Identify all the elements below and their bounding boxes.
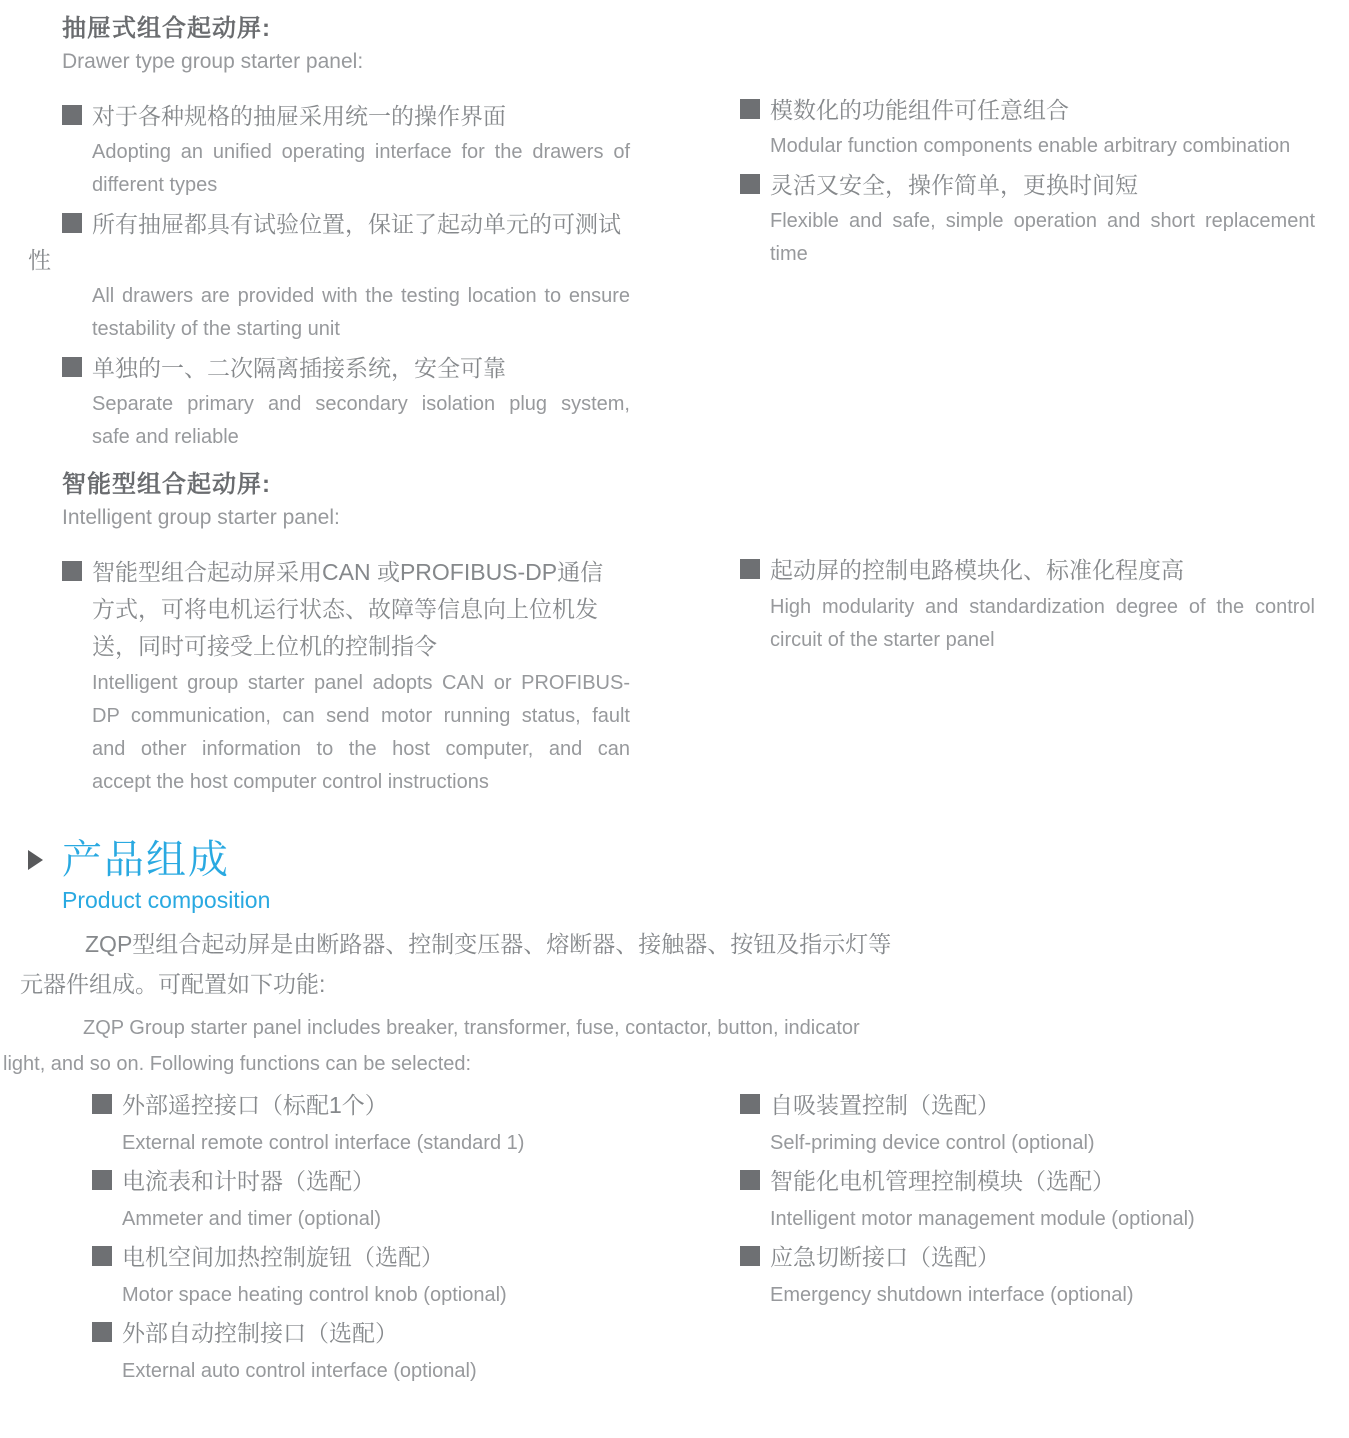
item-zh-text: 电流表和计时器（选配）: [122, 1168, 375, 1194]
item-en: [770, 130, 1315, 163]
item-zh: [62, 98, 630, 134]
item-en-line: Emergency shutdown interface (optional): [770, 1284, 1134, 1306]
bullet-square-icon: [740, 1246, 760, 1266]
composition-paragraph-zh: [20, 924, 1330, 1004]
item-zh: [740, 92, 1315, 128]
bullet-list: [62, 554, 630, 799]
item-en-line: different types: [92, 174, 218, 196]
bullet-square-icon: [740, 1170, 760, 1190]
composition-paragraph-en: [3, 1010, 1333, 1082]
item-zh: [740, 167, 1315, 203]
item-en: [122, 1124, 637, 1162]
item-en-line: Flexible and safe, simple operation and short replacement: [770, 210, 1315, 232]
item-zh: [62, 350, 630, 386]
item-zh-line: 方式，可将电机运行状态、故障等信息向上位机发: [92, 596, 598, 622]
item-en-line: Adopting an unified operating interface for the drawers of: [92, 141, 630, 163]
item-zh-text: 起动屏的控制电路模块化、标准化程度高: [770, 557, 1184, 583]
item-en: [770, 1276, 1330, 1314]
item-zh-line: 送，同时可接受上位机的控制指令: [92, 633, 437, 659]
item-zh-text: 自吸装置控制（选配）: [770, 1092, 1000, 1118]
section-drawer-right-column: [740, 92, 1315, 275]
bullet-square-icon: [92, 1246, 112, 1266]
item-en: [770, 591, 1315, 657]
item-en: [770, 1200, 1330, 1238]
item-zh: [62, 554, 630, 665]
bullet-square-icon: [740, 174, 760, 194]
paragraph-line: ZQP Group starter panel includes breaker, transformer, fuse, contactor, button, indicator: [83, 1017, 860, 1039]
product-composition-heading: [62, 836, 270, 914]
item-en-line: circuit of the starter panel: [770, 629, 995, 651]
section-title-en: Intelligent group starter panel:: [62, 506, 340, 529]
list-item: [62, 350, 630, 454]
item-en-line: Separate primary and secondary isolation plug system,: [92, 393, 630, 415]
list-item: [92, 1086, 637, 1162]
section-title-en: Drawer type group starter panel:: [62, 50, 364, 73]
bullet-square-icon: [92, 1094, 112, 1114]
item-zh-text: 模数化的功能组件可任意组合: [770, 97, 1069, 123]
item-en-line: Ammeter and timer (optional): [122, 1208, 381, 1230]
bullet-square-icon: [740, 1094, 760, 1114]
item-zh-text: 外部自动控制接口（选配）: [122, 1320, 398, 1346]
bullet-square-icon: [62, 357, 82, 377]
list-item: [740, 167, 1315, 271]
item-en-line: All drawers are provided with the testing location to ensure: [92, 285, 630, 307]
item-en-line: High modularity and standardization degree of the control: [770, 596, 1315, 618]
item-en-line: DP communication, can send motor running status, fault: [92, 705, 630, 727]
item-en-line: and other information to the host computer, and can: [92, 738, 630, 760]
item-en-line: time: [770, 243, 808, 265]
item-zh-text: 对于各种规格的抽屉采用统一的操作界面: [92, 103, 506, 129]
item-en: [92, 280, 630, 346]
item-en: [92, 667, 630, 799]
list-item: [740, 1162, 1330, 1238]
item-en-line: Intelligent group starter panel adopts CAN or PROFIBUS-: [92, 672, 630, 694]
item-zh-text: 智能化电机管理控制模块（选配）: [770, 1168, 1115, 1194]
paragraph-line: light, and so on. Following functions can be selected:: [3, 1053, 472, 1075]
section-intelligent-right-column: [740, 552, 1315, 661]
item-zh: [92, 1238, 637, 1276]
list-item: [92, 1314, 637, 1390]
item-zh: [28, 206, 630, 278]
item-en-line: Modular function components enable arbitrary combination: [770, 135, 1291, 157]
item-en-line: External remote control interface (standard 1): [122, 1132, 525, 1154]
item-zh-text: 电机空间加热控制旋钮（选配）: [122, 1244, 444, 1270]
item-en: [122, 1276, 637, 1314]
item-en-line: Self-priming device control (optional): [770, 1132, 1095, 1154]
item-en: [770, 1124, 1330, 1162]
item-zh-text: 灵活又安全，操作简单，更换时间短: [770, 172, 1138, 198]
bullet-square-icon: [62, 213, 82, 233]
item-en-line: Motor space heating control knob (optional): [122, 1284, 507, 1306]
item-zh-wrap: 性: [28, 247, 51, 273]
bullet-square-icon: [740, 99, 760, 119]
item-en: [92, 388, 630, 454]
item-zh: [92, 1086, 637, 1124]
composition-options-left: [92, 1086, 637, 1390]
list-item: [62, 554, 630, 799]
item-en: [122, 1352, 637, 1390]
list-item: [92, 1162, 637, 1238]
list-item: [28, 206, 630, 346]
paragraph-line: 元器件组成。可配置如下功能:: [20, 971, 326, 997]
composition-options-right: [740, 1086, 1330, 1314]
paragraph-line: ZQP型组合起动屏是由断路器、控制变压器、熔断器、接触器、按钮及指示灯等: [85, 931, 892, 957]
list-item: [92, 1238, 637, 1314]
item-zh: [740, 552, 1315, 589]
item-zh: [740, 1238, 1330, 1276]
item-zh-text: 智能型组合起动屏采用CAN 或PROFIBUS-DP通信: [92, 559, 604, 585]
bullet-square-icon: [740, 559, 760, 579]
item-en-line: Intelligent motor management module (optional): [770, 1208, 1195, 1230]
bullet-square-icon: [62, 561, 82, 581]
section-drawer-left-column: [28, 14, 630, 458]
section-title-zh: 智能型组合起动屏:: [62, 471, 271, 498]
list-item: [740, 1238, 1330, 1314]
bullet-square-icon: [62, 105, 82, 125]
item-zh: [740, 1086, 1330, 1124]
list-item: [740, 1086, 1330, 1162]
item-zh-text: 单独的一、二次隔离插接系统，安全可靠: [92, 355, 506, 381]
composition-title-en: Product composition: [62, 887, 271, 913]
list-item: [62, 98, 630, 202]
item-zh: [740, 1162, 1330, 1200]
item-en-line: accept the host computer control instructions: [92, 771, 489, 793]
list-item: [740, 92, 1315, 163]
item-zh: [92, 1314, 637, 1352]
item-en-line: safe and reliable: [92, 426, 239, 448]
composition-title-zh: 产品组成: [62, 838, 230, 882]
bullet-square-icon: [92, 1322, 112, 1342]
item-en-line: External auto control interface (optional): [122, 1360, 477, 1382]
item-en: [770, 205, 1315, 271]
bullet-list: [28, 98, 630, 454]
item-en: [92, 136, 630, 202]
section-intelligent-left-column: [62, 470, 630, 803]
bullet-square-icon: [92, 1170, 112, 1190]
item-zh-text: 外部遥控接口（标配1个）: [122, 1092, 388, 1118]
section-title-zh: 抽屉式组合起动屏:: [62, 15, 271, 42]
list-item: [740, 552, 1315, 657]
item-en: [122, 1200, 637, 1238]
item-zh-text: 所有抽屉都具有试验位置，保证了起动单元的可测试: [92, 211, 621, 237]
section-marker-icon: [28, 850, 43, 870]
item-en-line: testability of the starting unit: [92, 318, 340, 340]
item-zh-text: 应急切断接口（选配）: [770, 1244, 1000, 1270]
item-zh: [92, 1162, 637, 1200]
